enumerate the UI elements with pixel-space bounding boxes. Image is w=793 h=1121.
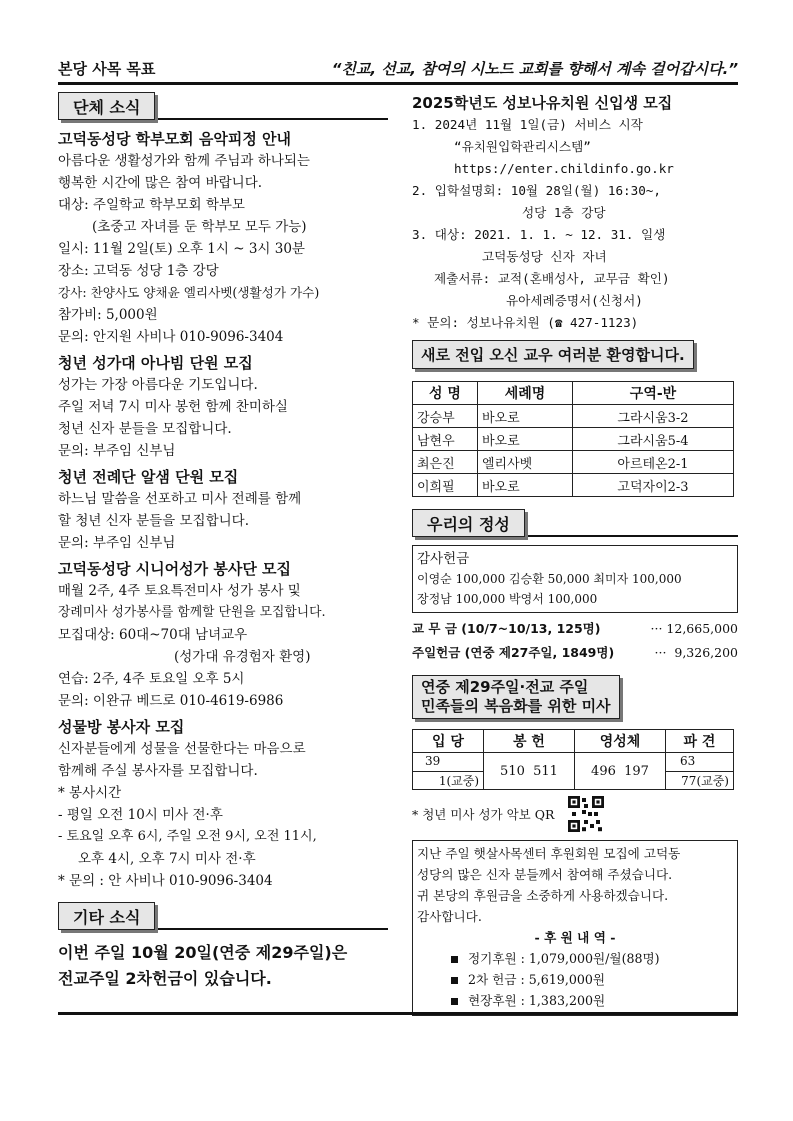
- list-item: [417, 969, 733, 990]
- square-bullet-icon: [451, 977, 458, 984]
- text-line: 성당의 많은 신자 분들께서 참여해 주셨습니다.: [417, 867, 673, 882]
- mass-hymn-table: [412, 729, 734, 790]
- support-item: 정기후원 : 1,079,000원/월(88명): [468, 951, 660, 966]
- text-line: 강사: 찬양사도 양채윤 엘리사벳(생활성가 가수): [58, 285, 320, 300]
- footer-divider: [58, 1012, 738, 1015]
- page-header: [58, 58, 738, 80]
- mass-tab-line: 연중 제29주일·전교 주일: [421, 678, 589, 696]
- cell: 그라시움3-2: [573, 405, 734, 428]
- sunday-collection-label: 주일헌금 (연중 제27주일, 1849명): [412, 645, 615, 660]
- col-district: 구역-반: [573, 382, 734, 405]
- text-line: 고덕동성당 신자 자녀: [482, 249, 607, 264]
- offering-section: [412, 509, 738, 665]
- col-entrance: 입 당: [413, 730, 484, 753]
- cell: 강승부: [413, 405, 478, 428]
- other-news-tab-row: [58, 902, 388, 930]
- support-item: 현장후원 : 1,383,200원: [468, 993, 606, 1008]
- support-item: 2차 헌금 : 5,619,000원: [468, 972, 606, 987]
- thanks-offering-line: 이영순 100,000 김승환 50,000 최미자 100,000: [417, 572, 682, 586]
- tithe-label: 교 무 금 (10/7~10/13, 125명): [412, 621, 601, 636]
- mass-tab-line: 민족들의 복음화를 위한 미사: [421, 697, 611, 715]
- tithe-value: ··· 12,665,000: [650, 621, 738, 636]
- text-line: 귀 본당의 후원금을 소중하게 사용하겠습니다.: [417, 888, 669, 903]
- table-row: [413, 428, 734, 451]
- qr-note: * 청년 미사 성가 악보 QR: [412, 807, 555, 822]
- text-line: 문의: 부주임 신부님: [58, 535, 176, 551]
- text-line: 제출서류: 교적(혼배성사, 교무금 확인): [434, 271, 670, 286]
- other-news-tab: 기타 소식: [58, 902, 155, 930]
- col-baptism: 세례명: [478, 382, 573, 405]
- support-box: [412, 840, 738, 1016]
- cell: 고덕자이2-3: [573, 474, 734, 497]
- text-line: (초중고 자녀를 둔 학부모 모두 가능): [92, 219, 307, 235]
- text-line: * 봉사시간: [58, 785, 122, 801]
- entrance-cell: [413, 753, 484, 790]
- col-communion: 영성체: [575, 730, 666, 753]
- cell: 엘리사벳: [478, 451, 573, 474]
- text-line: 유아세례증명서(신청서): [506, 293, 643, 308]
- text-line: 감사합니다.: [417, 909, 482, 924]
- offertory-numbers: 510 511: [484, 753, 575, 790]
- text-line: 문의: 부주임 신부님: [58, 443, 176, 459]
- senior-choir-section: [58, 558, 388, 712]
- list-item: [417, 990, 733, 1011]
- parish-goal-label: 본당 사목 목표: [58, 60, 156, 78]
- left-column: [58, 92, 388, 992]
- second-collection-line2: 전교주일 2차헌금이 있습니다.: [58, 969, 272, 988]
- text-line: 아름다운 생활성가와 함께 주님과 하나되는: [58, 153, 310, 169]
- offering-tab: 우리의 정성: [412, 509, 525, 537]
- gift-shop-section: [58, 716, 388, 892]
- contact-number: 427-1123): [562, 315, 639, 330]
- text-line: 모집대상: 60대~70대 남녀교우: [58, 627, 248, 643]
- table-row: [413, 753, 734, 790]
- text-line: - 평일 오전 10시 미사 전·후: [58, 807, 223, 823]
- cell: 아르테온2-1: [573, 451, 734, 474]
- entrance-number: 39: [413, 754, 483, 772]
- phone-icon: ☎: [554, 315, 563, 330]
- newcomers-table: [412, 381, 734, 497]
- table-header-row: [413, 730, 734, 753]
- sunday-collection-row: [412, 641, 738, 665]
- group-news-tab: 단체 소식: [58, 92, 155, 120]
- square-bullet-icon: [451, 956, 458, 963]
- col-offertory: 봉 헌: [484, 730, 575, 753]
- communion-numbers: 496 197: [575, 753, 666, 790]
- youth-choir-section: [58, 352, 388, 462]
- text-line: 매월 2주, 4주 토요특전미사 성가 봉사 및: [58, 583, 301, 599]
- kindergarten-contact: [412, 312, 738, 334]
- section-title: 성물방 봉사자 모집: [58, 718, 185, 736]
- parish-motto: “친교, 선교, 참여의 시노드 교회를 향해서 계속 걸어갑시다.”: [331, 60, 738, 78]
- col-dismissal: 파 견: [666, 730, 734, 753]
- thanks-offering-box: [412, 545, 738, 613]
- text-line: 참가비: 5,000원: [58, 307, 158, 323]
- contact-text: * 문의: 성보나유치원 (: [412, 315, 555, 330]
- table-row: [413, 474, 734, 497]
- text-line: 연습: 2주, 4주 토요일 오후 5시: [58, 671, 245, 687]
- cell: 남현우: [413, 428, 478, 451]
- kindergarten-url[interactable]: https://enter.childinfo.go.kr: [454, 161, 674, 176]
- cell: 바오로: [478, 428, 573, 451]
- text-line: 주일 저녁 7시 미사 봉헌 함께 찬미하실: [58, 399, 288, 415]
- kindergarten-section: [412, 92, 738, 334]
- col-name: 성 명: [413, 382, 478, 405]
- cell: 최은진: [413, 451, 478, 474]
- welcome-tab: 새로 전입 오신 교우 여러분 환영합니다.: [412, 340, 694, 369]
- thanks-offering-line: 장정남 100,000 박영서 100,000: [417, 592, 598, 606]
- cell: 이희필: [413, 474, 478, 497]
- welcome-section: [412, 340, 738, 497]
- youth-liturgy-section: [58, 466, 388, 554]
- table-row: [413, 451, 734, 474]
- section-title: 청년 성가대 아나빔 단원 모집: [58, 354, 253, 372]
- qr-code-icon[interactable]: [568, 796, 604, 832]
- group-news-tab-row: [58, 92, 388, 120]
- section-title: 청년 전례단 알샘 단원 모집: [58, 468, 239, 486]
- square-bullet-icon: [451, 998, 458, 1005]
- text-line: 청년 신자 분들을 모집합니다.: [58, 421, 232, 437]
- text-line: 함께해 주실 봉사자를 모집합니다.: [58, 763, 258, 779]
- qr-row: [412, 794, 738, 834]
- sunday-collection-value: ··· 9,326,200: [654, 645, 738, 660]
- other-news-section: [58, 940, 388, 992]
- text-line: 일시: 11월 2일(토) 오후 1시 ~ 3시 30분: [58, 241, 305, 257]
- mass-section: [412, 675, 738, 834]
- music-retreat-section: [58, 128, 388, 348]
- text-line: 대상: 주일학교 학부모회 학부모: [58, 197, 245, 213]
- text-line: 장소: 고덕동 성당 1층 강당: [58, 263, 219, 279]
- second-collection-line1: 이번 주일 10월 20일(연중 제29주일)은: [58, 943, 348, 962]
- text-line: 하느님 말씀을 선포하고 미사 전례를 함께: [58, 491, 302, 507]
- text-line: 신자분들에게 성물을 선물한다는 마음으로: [58, 741, 306, 757]
- section-title: 고덕동성당 학부모회 음악피정 안내: [58, 130, 292, 148]
- text-line: 2. 입학설명회: 10월 28일(월) 16:30~,: [412, 183, 661, 198]
- list-item: [417, 948, 733, 969]
- kindergarten-title: 2025학년도 성보나유치원 신입생 모집: [412, 94, 673, 112]
- tithe-row: [412, 617, 738, 641]
- text-line: 장례미사 성가봉사를 함께할 단원을 모집합니다.: [58, 605, 326, 620]
- text-line: (성가대 유경험자 환영): [174, 649, 311, 665]
- text-line: 성당 1층 강당: [522, 205, 606, 220]
- cell: 바오로: [478, 405, 573, 428]
- text-line: * 문의 : 안 사비나 010-9096-3404: [58, 873, 273, 889]
- text-line: 문의: 안지원 사비나 010-9096-3404: [58, 329, 284, 345]
- table-header-row: [413, 382, 734, 405]
- cell: 바오로: [478, 474, 573, 497]
- thanks-offering-title: 감사헌금: [417, 551, 470, 567]
- right-column: [412, 92, 738, 1016]
- text-line: 3. 대상: 2021. 1. 1. ~ 12. 31. 일생: [412, 227, 666, 242]
- text-line: 지난 주일 햇살사목센터 후원회원 모집에 고덕동: [417, 846, 681, 861]
- text-line: 1. 2024년 11월 1일(금) 서비스 시작: [412, 117, 643, 132]
- text-line: - 토요일 오후 6시, 주일 오전 9시, 오전 11시,: [58, 829, 317, 844]
- text-line: 행복한 시간에 많은 참여 바랍니다.: [58, 175, 263, 191]
- text-line: 할 청년 신자 분들을 모집합니다.: [58, 513, 249, 529]
- text-line: 성가는 가장 아름다운 기도입니다.: [58, 377, 258, 393]
- cell: 그라시움5-4: [573, 428, 734, 451]
- dismissal-sub: 77(교중): [681, 773, 729, 788]
- text-line: 오후 4시, 오후 7시 미사 전·후: [78, 851, 256, 867]
- text-line: 문의: 이완규 베드로 010-4619-6986: [58, 693, 284, 709]
- header-divider: [58, 82, 738, 85]
- mass-tab: [412, 675, 620, 719]
- table-row: [413, 405, 734, 428]
- section-title: 고덕동성당 시니어성가 봉사단 모집: [58, 560, 292, 578]
- text-line: “유치원입학관리시스템”: [454, 139, 591, 154]
- dismissal-cell: [666, 753, 734, 790]
- dismissal-number: 63: [666, 754, 733, 772]
- entrance-sub: 1(교중): [438, 773, 479, 788]
- support-heading: - 후 원 내 역 -: [534, 930, 616, 945]
